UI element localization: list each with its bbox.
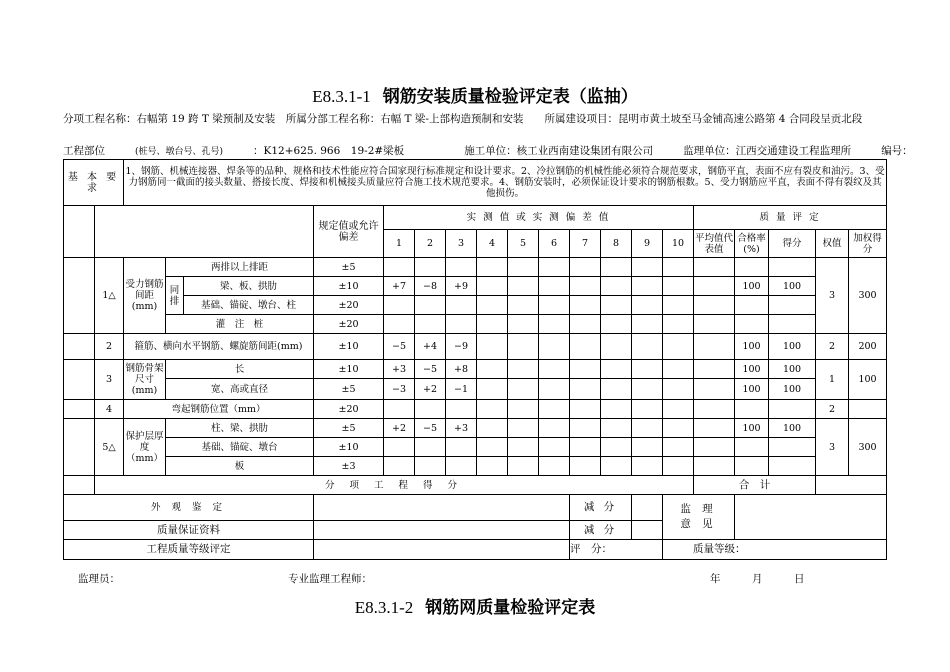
- measured-value: +3: [446, 419, 477, 438]
- score: 100: [769, 277, 816, 296]
- deduct-label: 减 分: [570, 495, 632, 521]
- tolerance: ±10: [314, 360, 384, 379]
- supervisor-opinion-value: [735, 495, 887, 540]
- supervision-unit: 监理单位：江西交通建设工程监理所: [683, 145, 852, 157]
- tolerance: ±20: [314, 315, 384, 334]
- item-name: 弯起钢筋位置（mm）: [124, 400, 314, 419]
- col-5: 5: [508, 230, 539, 258]
- score-header: 得分: [769, 230, 816, 258]
- measured-value: +8: [446, 360, 477, 379]
- form-title: [0, 82, 950, 107]
- supervisor-signature: 监理员：: [78, 573, 120, 585]
- col-4: 4: [477, 230, 508, 258]
- supervisor-opinion-label: 监 理 意 见: [663, 495, 735, 540]
- project-location-line: [63, 145, 913, 159]
- measured-value: +4: [415, 334, 446, 360]
- measured-value: −5: [415, 419, 446, 438]
- measured-value: +2: [384, 419, 415, 438]
- subitem-name: 板: [166, 457, 314, 476]
- quality-docs-label: 质量保证资料: [64, 521, 314, 540]
- item-no: 5△: [95, 419, 124, 476]
- appearance-label: 外 观 鉴 定: [64, 495, 314, 521]
- measured-value: −8: [415, 277, 446, 296]
- col-7: 7: [570, 230, 601, 258]
- item-no: 2: [95, 334, 124, 360]
- score: 100: [769, 360, 816, 379]
- subitem-name: 宽、高或直径: [166, 379, 314, 400]
- quality-docs-value: [314, 521, 570, 540]
- weighted-score-header: 加权得分: [849, 230, 887, 258]
- subitem-name: 柱、梁、拱肋: [166, 419, 314, 438]
- pass-rate: 100: [735, 360, 769, 379]
- weighted-score: 300: [849, 258, 887, 334]
- weight: 3: [816, 419, 849, 476]
- weight-header: 权值: [816, 230, 849, 258]
- total-label: 合 计: [694, 476, 816, 495]
- item-no: 4: [95, 400, 124, 419]
- subtotal-label: 分 项 工 程 得 分: [95, 476, 694, 495]
- pass-rate: 100: [735, 379, 769, 400]
- subitem-name: 基础、锚碇、墩台: [166, 438, 314, 457]
- deduct-label: 减 分: [570, 521, 632, 540]
- pass-rate: 100: [735, 419, 769, 438]
- weight: 3: [816, 258, 849, 334]
- basic-requirements-text: 1、钢筋、机械连接器、焊条等的品种、规格和技术性能应符合国家现行标准规定和设计要求。2、冷拉钢筋的机械性能必须符合规范要求，钢筋平直，表面不应有裂皮和油污。3、受力钢筋同一截面的接头数量、搭接长度、焊接和机械接头质量应符合施工技术规范要求。4、钢筋安装时，必须保证设计要求的钢筋根数。5、受力钢筋应平直，表面不得有裂纹及其他损伤。: [124, 160, 887, 206]
- engineer-signature: 专业监理工程师：: [288, 573, 372, 585]
- next-form-number: E8.3.1-2: [354, 598, 414, 617]
- next-form-title-text: 钢筋网质量检验评定表: [425, 598, 596, 618]
- measured-value: −3: [384, 379, 415, 400]
- item-name: 保护层厚度（mm）: [124, 419, 166, 476]
- item-name: 钢筋骨架尺寸(mm): [124, 360, 166, 400]
- measured-value: −5: [384, 334, 415, 360]
- weight: 1: [816, 360, 849, 400]
- construction-unit: 施工单位：核工业西南建设集团有限公司: [464, 145, 654, 157]
- avg-header: 平均值代表值: [694, 230, 735, 258]
- tolerance: ±10: [314, 334, 384, 360]
- pass-rate: 100: [735, 334, 769, 360]
- measured-value: +2: [415, 379, 446, 400]
- col-2: 2: [415, 230, 446, 258]
- form-number: E8.3.1-1: [312, 87, 371, 106]
- col-6: 6: [539, 230, 570, 258]
- score: 100: [769, 419, 816, 438]
- item-no: 3: [95, 360, 124, 400]
- score-label: 评 分：: [570, 540, 663, 560]
- col-10: 10: [663, 230, 694, 258]
- score: 100: [769, 379, 816, 400]
- measured-value: +3: [384, 360, 415, 379]
- item-name: 箍筋、横向水平钢筋、螺旋筋间距(mm): [124, 334, 314, 360]
- tolerance: ±20: [314, 296, 384, 315]
- item-no: 1△: [95, 258, 124, 334]
- quality-header: 质 量 评 定: [694, 206, 887, 230]
- tolerance: ±10: [314, 438, 384, 457]
- item-name: 受力钢筋间距(mm): [124, 258, 166, 334]
- basic-requirements-label: 基 本 要 求: [64, 160, 124, 206]
- appearance-value: [314, 495, 570, 521]
- col-9: 9: [632, 230, 663, 258]
- pass-rate-header: 合格率(%): [735, 230, 769, 258]
- tolerance: ±5: [314, 379, 384, 400]
- col-8: 8: [601, 230, 632, 258]
- measured-value: −9: [446, 334, 477, 360]
- tolerance: ±20: [314, 400, 384, 419]
- measurement-header: 实 测 值 或 实 测 偏 差 值: [384, 206, 694, 230]
- same-row-label: 同排: [166, 277, 184, 315]
- measured-value: −5: [415, 360, 446, 379]
- grade-eval-label: 工程质量等级评定: [64, 540, 314, 560]
- col-1: 1: [384, 230, 415, 258]
- subitem-name: 灌 注 桩: [166, 315, 314, 334]
- weighted-score: 300: [849, 419, 887, 476]
- measured-value: +7: [384, 277, 415, 296]
- tolerance: ±5: [314, 258, 384, 277]
- weighted-score: 100: [849, 360, 887, 400]
- subitem-name: 基础、锚碇、墩台、柱: [184, 296, 314, 315]
- signature-date: 年 月 日: [710, 573, 805, 585]
- inspection-table: [63, 159, 887, 560]
- pass-rate: 100: [735, 277, 769, 296]
- project-info-line: 分项工程名称：右幅第 19 跨 T 梁预制及安装 所属分部工程名称：右幅 T 梁-上部构造预制和安装 所属建设项目：昆明市黄土坡至马金铺高速公路第 4 合同段呈贡北段: [63, 113, 863, 125]
- serial-number: 编号：: [881, 145, 913, 157]
- tolerance-header: 规定值或允许偏差: [314, 206, 384, 258]
- part-field: 工程部位 (桩号、墩台号、孔号) ：K12+625. 966 19-2#梁板: [63, 145, 405, 157]
- subitem-name: 梁、板、拱肋: [184, 277, 314, 296]
- col-3: 3: [446, 230, 477, 258]
- weight: 2: [816, 334, 849, 360]
- weighted-score: 200: [849, 334, 887, 360]
- form-title-text: 钢筋安装质量检验评定表（监抽）: [382, 87, 638, 107]
- subitem-name: 两排以上排距: [166, 258, 314, 277]
- tolerance: ±3: [314, 457, 384, 476]
- score: 100: [769, 334, 816, 360]
- measured-value: −1: [446, 379, 477, 400]
- weight: 2: [816, 400, 849, 419]
- subitem-name: 长: [166, 360, 314, 379]
- next-form-title: [0, 593, 950, 618]
- tolerance: ±10: [314, 277, 384, 296]
- measured-value: +9: [446, 277, 477, 296]
- tolerance: ±5: [314, 419, 384, 438]
- grade-label: 质量等级：: [663, 540, 887, 560]
